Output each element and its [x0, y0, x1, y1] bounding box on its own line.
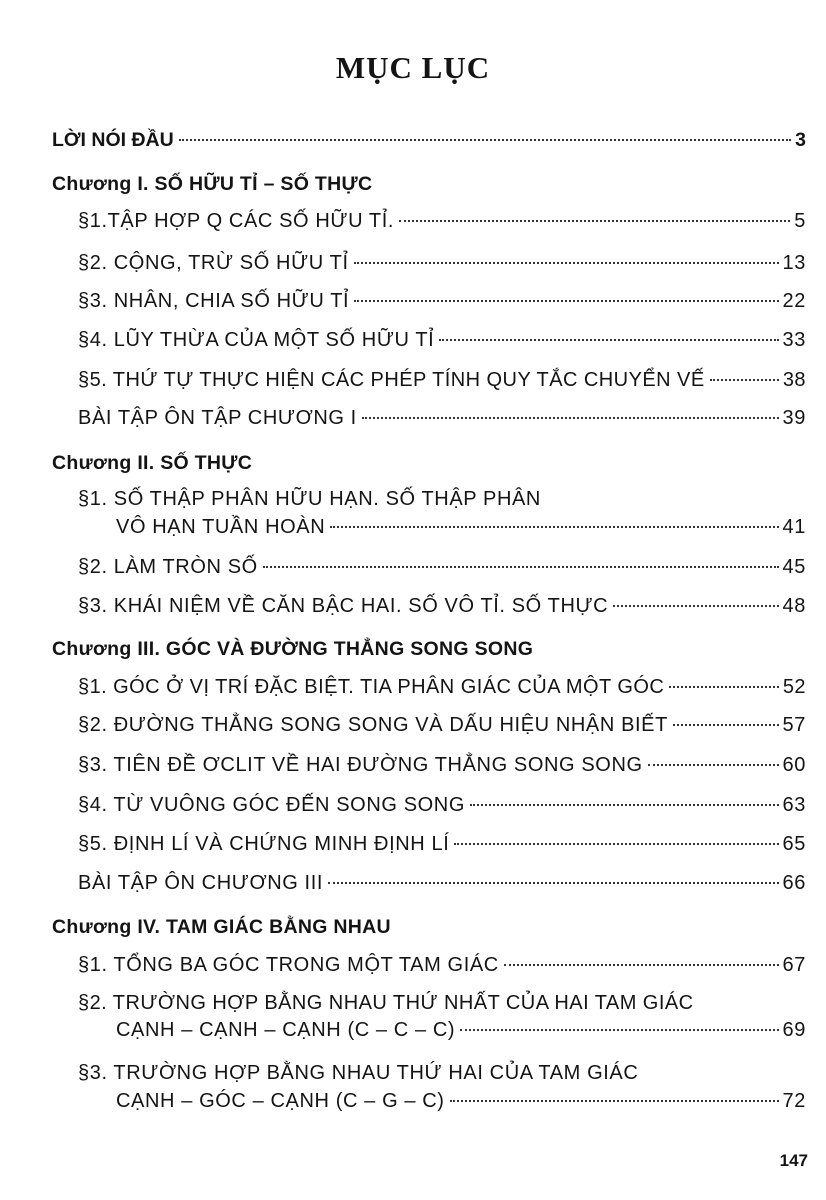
chapter-title: Chương I. SỐ HỮU TỈ – SỐ THỰC — [52, 173, 373, 195]
toc-entry-label: §4. TỪ VUÔNG GÓC ĐẾN SONG SONG — [78, 794, 465, 816]
dot-leader — [504, 964, 779, 966]
toc-entry-label: §5. THỨ TỰ THỰC HIỆN CÁC PHÉP TÍNH QUY TẮC CHUYỂN VẾ — [78, 369, 705, 391]
toc-entry-page: 60 — [782, 754, 806, 776]
toc-entry[interactable] — [78, 754, 806, 777]
chapter-heading — [52, 452, 252, 475]
page-number: 147 — [779, 1151, 808, 1170]
dot-leader — [328, 882, 779, 884]
dot-leader — [450, 1100, 779, 1102]
dot-leader — [354, 262, 779, 264]
dot-leader — [354, 300, 778, 302]
toc-entry[interactable] — [78, 595, 806, 618]
chapter-title: Chương IV. TAM GIÁC BẰNG NHAU — [52, 916, 391, 938]
toc-entry-first-line — [78, 488, 541, 511]
toc-entry-label: §4. LŨY THỪA CỦA MỘT SỐ HỮU TỈ — [78, 329, 435, 351]
toc-entry-label: §1. TỔNG BA GÓC TRONG MỘT TAM GIÁC — [78, 954, 499, 976]
toc-entry-page: 48 — [782, 595, 806, 617]
toc-entry[interactable] — [116, 1090, 806, 1113]
toc-entry-page: 57 — [782, 714, 806, 736]
toc-entry-label: §3. KHÁI NIỆM VỀ CĂN BẬC HAI. SỐ VÔ TỈ. SỐ THỰC — [78, 595, 609, 617]
toc-entry[interactable] — [78, 290, 806, 313]
dot-leader — [648, 764, 779, 766]
toc-entry-label: BÀI TẬP ÔN TẬP CHƯƠNG I — [78, 407, 357, 429]
toc-entry-page: 65 — [782, 833, 806, 855]
toc-entry[interactable] — [78, 872, 806, 895]
dot-leader — [179, 139, 791, 141]
dot-leader — [399, 220, 790, 222]
toc-entry-label-line1: §2. TRƯỜNG HỢP BẰNG NHAU THỨ NHẤT CỦA HAI TAM GIÁC — [78, 992, 694, 1014]
toc-entry[interactable] — [116, 516, 806, 539]
dot-leader — [613, 605, 778, 607]
toc-entry-label: VÔ HẠN TUẦN HOÀN — [116, 516, 326, 538]
page-title: MỤC LỤC — [335, 50, 491, 85]
toc-entry-label: CẠNH – CẠNH – CẠNH (C – C – C) — [116, 1019, 456, 1041]
toc-entry[interactable] — [78, 407, 806, 430]
toc-entry[interactable] — [78, 794, 806, 817]
toc-entry[interactable] — [78, 833, 806, 856]
toc-entry-label: CẠNH – GÓC – CẠNH (C – G – C) — [116, 1090, 445, 1112]
dot-leader — [330, 526, 778, 528]
toc-entry-label: LỜI NÓI ĐẦU — [52, 129, 174, 151]
chapter-heading — [52, 173, 372, 196]
toc-entry[interactable] — [78, 369, 806, 392]
toc-entry-label-line1: §3. TRƯỜNG HỢP BẰNG NHAU THỨ HAI CỦA TAM GIÁC — [78, 1062, 639, 1084]
toc-entry-label: §2. LÀM TRÒN SỐ — [78, 556, 258, 578]
toc-entry[interactable] — [116, 1019, 806, 1042]
toc-entry-page: 67 — [782, 954, 806, 976]
dot-leader — [362, 417, 779, 419]
toc-entry[interactable] — [78, 676, 806, 699]
dot-leader — [470, 804, 779, 806]
dot-leader — [669, 686, 779, 688]
dot-leader — [460, 1029, 778, 1031]
toc-entry-label: §3. TIÊN ĐỀ ƠCLIT VỀ HAI ĐƯỜNG THẲNG SONG SONG — [78, 754, 643, 776]
toc-entry-page: 5 — [794, 210, 806, 232]
toc-entry[interactable] — [78, 556, 806, 579]
chapter-title: Chương II. SỐ THỰC — [52, 452, 253, 474]
toc-entry[interactable] — [78, 329, 806, 352]
chapter-heading — [52, 916, 391, 939]
toc-entry-page: 69 — [782, 1019, 806, 1041]
toc-entry-label: §2. CỘNG, TRỪ SỐ HỮU TỈ — [78, 252, 349, 274]
dot-leader — [673, 724, 779, 726]
chapter-title: Chương III. GÓC VÀ ĐƯỜNG THẲNG SONG SONG — [52, 638, 534, 660]
toc-entry-label: §5. ĐỊNH LÍ VÀ CHỨNG MINH ĐỊNH LÍ — [78, 833, 450, 855]
toc-entry-label: §1. GÓC Ở VỊ TRÍ ĐẶC BIỆT. TIA PHÂN GIÁC CỦA MỘT GÓC — [78, 676, 665, 698]
toc-entry-page: 52 — [782, 676, 806, 698]
toc-entry-label: BÀI TẬP ÔN CHƯƠNG III — [78, 872, 324, 894]
toc-entry-label-line1: §1. SỐ THẬP PHÂN HỮU HẠN. SỐ THẬP PHÂN — [78, 488, 541, 510]
toc-entry-page: 41 — [782, 516, 806, 538]
toc-entry[interactable] — [78, 252, 806, 275]
toc-entry-page: 72 — [782, 1090, 806, 1112]
toc-entry-page: 66 — [782, 872, 806, 894]
toc-entry-page: 22 — [782, 290, 806, 312]
toc-entry-foreword[interactable] — [52, 129, 806, 152]
dot-leader — [439, 339, 778, 341]
toc-entry-page: 38 — [782, 369, 806, 391]
chapter-heading — [52, 638, 533, 661]
toc-entry-label: §1.TẬP HỢP Q CÁC SỐ HỮU TỈ. — [78, 210, 395, 232]
toc-entry-page: 63 — [782, 794, 806, 816]
toc-entry-page: 45 — [782, 556, 806, 578]
toc-entry-label: §3. NHÂN, CHIA SỐ HỮU TỈ — [78, 290, 350, 312]
dot-leader — [454, 843, 778, 845]
toc-entry-page: 39 — [782, 407, 806, 429]
toc-entry-first-line — [78, 992, 694, 1015]
toc-entry-page: 13 — [782, 252, 806, 274]
toc-entry-first-line — [78, 1062, 638, 1085]
toc-entry[interactable] — [78, 714, 806, 737]
toc-entry[interactable] — [78, 210, 806, 233]
toc-entry[interactable] — [78, 954, 806, 977]
dot-leader — [710, 379, 779, 381]
toc-entry-page: 3 — [795, 129, 806, 151]
toc-entry-page: 33 — [782, 329, 806, 351]
toc-entry-label: §2. ĐƯỜNG THẲNG SONG SONG VÀ DẤU HIỆU NHẬN BIẾT — [78, 714, 668, 736]
dot-leader — [263, 566, 779, 568]
